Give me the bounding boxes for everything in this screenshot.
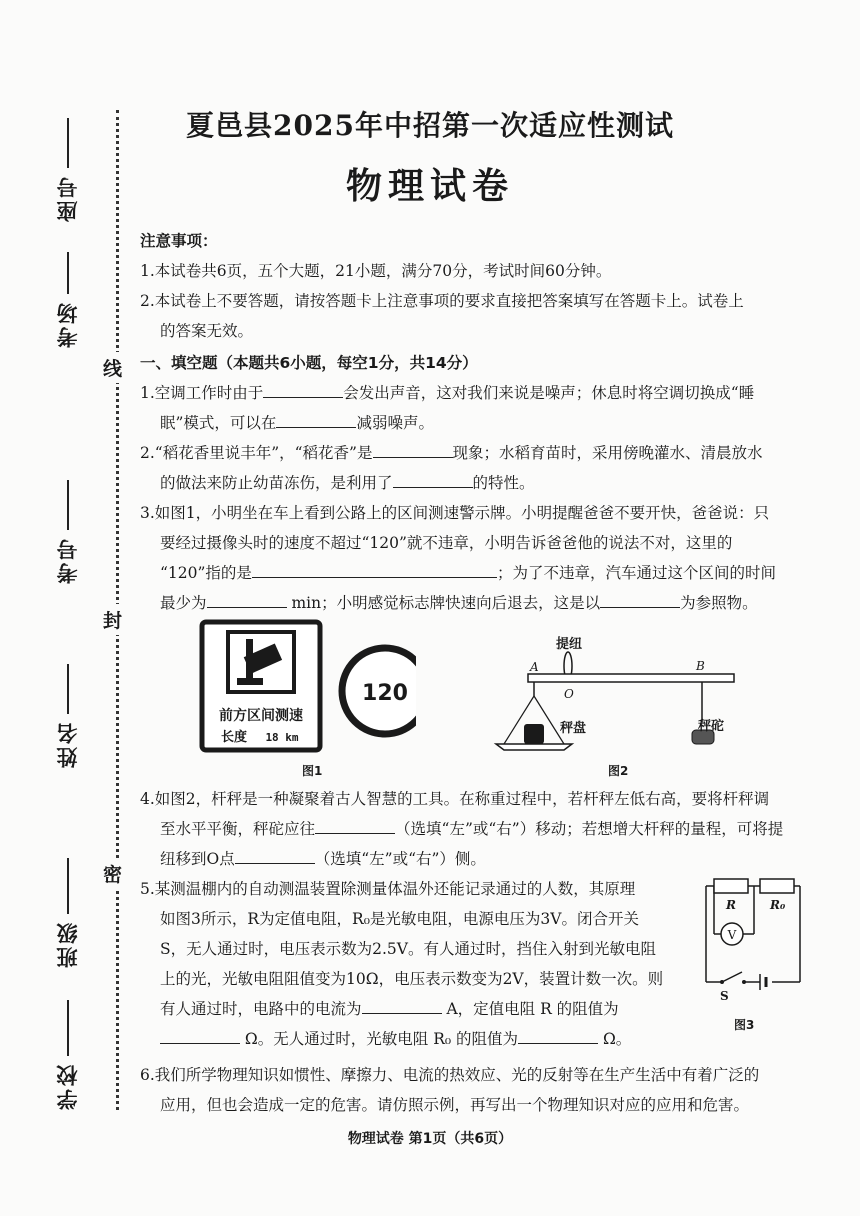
label-r: R [726,898,736,912]
q3-text-a: 3.如图1，小明坐在车上看到公路上的区间测速警示牌。小明提醒爸爸不要开快，爸爸说：只 [140,504,770,522]
speed-limit-value: 120 [362,681,408,706]
q5-text-h: Ω。 [598,1030,632,1048]
notice-item-1: 1.本试卷共6页，五个大题，21小题，满分70分，考试时间60分钟。 [140,262,612,280]
q2-blank-1 [373,439,453,458]
notice-item-2-line1: 2.本试卷上不要答题，请按答题卡上注意事项的要求直接把答案填写在答题卡上。试卷上 [140,292,744,310]
steelyard-beam [528,674,734,682]
q2-text-c: 的做法来防止幼苗冻伤，是利用了 [160,474,393,492]
q1-text-c: 眠”模式，可以在 [160,414,277,432]
sign-text-length: 长度 [220,730,248,745]
label-weight: 秤砣 [698,719,725,734]
q4-text-d: 纽移到O点 [160,850,235,868]
photoresistor-r0 [760,879,794,893]
q3-text-f: min；小明感觉标志牌快速向后退去，这是以 [286,594,601,612]
resistor-r [714,879,748,893]
q5-blank-2 [160,1025,240,1044]
label-tiniu: 提纽 [556,637,583,652]
q3-text-c: “120”指的是 [160,564,252,582]
side-field-name [48,664,88,768]
sign-text-line1: 前方区间测速 [219,708,303,724]
figure-1-caption: 图1 [302,764,323,778]
seal-char-mi: 密 [103,858,122,889]
side-label-school: 学校 [56,1062,80,1110]
side-label-seat: 座号 [56,174,80,222]
side-label-exam-no: 考号 [56,536,80,584]
figure-3-caption: 图3 [734,1018,755,1032]
figure-1 [196,616,416,761]
side-label-room: 考场 [56,300,80,348]
q5-text-b: 如图3所示，R为定值电阻，R₀是光敏电阻，电源电压为3V。闭合开关 [160,910,639,928]
q1-text-b: 会发出声音，这对我们来说是噪声；休息时将空调切换成“睡 [343,384,755,402]
voltmeter-symbol: V [727,928,737,942]
notice-block [140,226,805,346]
q4-text-a: 4.如图2，杆秤是一种凝聚着古人智慧的工具。在称重过程中，若杆秤左低右高，要将杆秤调 [140,790,770,808]
q1-blank-2 [276,409,356,428]
q2-blank-2 [393,469,473,488]
notice-item-2-line2: 的答案无效。 [160,322,254,340]
side-label-name: 姓名 [56,720,80,768]
label-pan: 秤盘 [560,721,587,736]
q3-blank-2 [207,589,287,608]
label-r0: R₀ [770,898,786,912]
question-4 [140,784,805,874]
pan-load [524,724,544,744]
q6-text-b: 应用，但也会造成一定的危害。请仿照示例，再写出一个物理知识对应的应用和危害。 [160,1096,750,1114]
figure-2-caption: 图2 [608,764,629,778]
q5-blank-1 [362,995,442,1014]
q4-text-e: （选填“左”或“右”）侧。 [314,850,486,868]
section1-heading: 一、填空题（本题共6小题，每空1分，共14分） [140,354,478,372]
q5-text-g: Ω。无人通过时，光敏电阻 R₀ 的阻值为 [240,1030,519,1048]
q5-text-d: 上的光，光敏电阻阻值变为10Ω，电压表示数变为2V，装置计数一次。则 [160,970,664,988]
question-2 [140,438,805,498]
seal-char-xian: 线 [103,352,122,383]
label-point-o: O [564,687,574,701]
question-6 [140,1060,805,1120]
q5-blank-3 [518,1025,598,1044]
q6-text-a: 6.我们所学物理知识如惯性、摩擦力、电流的热效应、光的反射等在生产生活中有着广泛的 [140,1066,760,1084]
label-s: S [720,989,729,1003]
circuit-wires [706,886,800,982]
q4-blank-1 [315,815,395,834]
side-field-exam-no [48,480,88,584]
q1-blank-1 [263,379,343,398]
sign-text-distance: 18 km [265,731,299,744]
q5-text-f: A，定值电阻 R 的阻值为 [441,1000,619,1018]
notice-heading: 注意事项： [140,232,218,250]
q3-text-b: 要经过摄像头时的速度不超过“120”就不违章，小明告诉爸爸他的说法不对，这里的 [160,534,733,552]
q5-text-e: 有人通过时，电路中的电流为 [160,1000,362,1018]
exam-title: 夏邑县2025年中招第一次适应性测试 [186,109,674,142]
q3-blank-3 [600,589,680,608]
figure-2 [490,630,740,758]
figure-3 [700,874,806,1014]
side-field-room [48,252,88,348]
side-field-class [48,858,88,968]
q2-text-b: 现象；水稻育苗时，采用傍晚灌水、清晨放水 [452,444,763,462]
q3-blank-1 [252,559,497,578]
scale-pan [496,744,572,750]
q3-text-d: ；为了不违章，汽车通过这个区间的时间 [496,564,776,582]
q5-text-c: S，无人通过时，电压表示数为2.5V。有人通过时，挡住入射到光敏电阻 [160,940,656,958]
q3-text-g: 为参照物。 [680,594,758,612]
question-3 [140,498,805,618]
q4-text-b: 至水平平衡，秤砣应往 [160,820,316,838]
q2-text-d: 的特性。 [472,474,535,492]
q2-text-a: 2.“稻花香里说丰年”，“稻花香”是 [140,444,373,462]
subject-title: 物理试卷 [345,166,514,207]
q5-text-a: 5.某测温棚内的自动测温装置除测量体温外还能记录通过的人数，其原理 [140,880,636,898]
page-footer: 物理试卷 第1页（共6页） [347,1131,513,1147]
side-label-class: 班级 [56,920,80,968]
label-point-b: B [696,659,705,673]
q1-text-d: 减弱噪声。 [356,414,434,432]
question-5 [140,874,680,1054]
question-1 [140,378,805,438]
label-point-a: A [530,660,539,674]
q4-text-c: （选填“左”或“右”）移动；若想增大杆秤的量程，可将提 [395,820,784,838]
q3-text-e: 最少为 [160,594,207,612]
switch-s [722,972,742,982]
q1-text-a: 1.空调工作时由于 [140,384,264,402]
seal-char-feng: 封 [103,604,122,635]
switch-contact [742,980,746,984]
q4-blank-2 [235,845,315,864]
side-field-school [48,1000,88,1110]
